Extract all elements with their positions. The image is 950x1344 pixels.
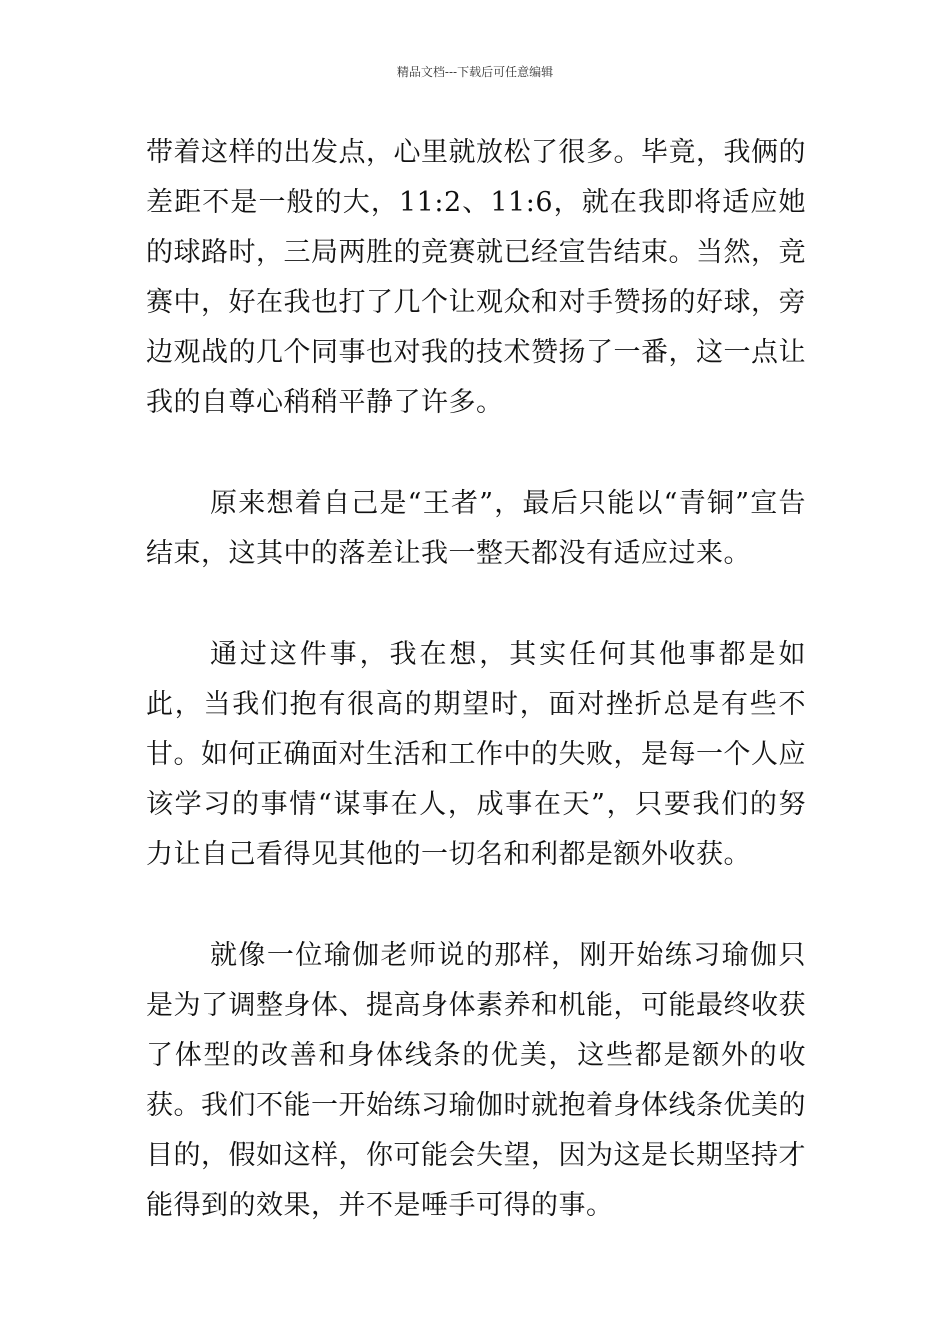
paragraph-3: 通过这件事，我在想，其实任何其他事都是如此，当我们抱有很高的期望时，面对挫折总是有些不甘。如何正确面对生活和工作中的失败，是每一个人应该学习的事情“谋事在人，成事在天”，只要我们的努力让自己看得见其他的一切名和利都是额外收获。 <box>146 639 806 870</box>
paragraph-1: 带着这样的出发点，心里就放松了很多。毕竟，我俩的差距不是一般的大，11:2、11:6，就在我即将适应她的球路时，三局两胜的竞赛就已经宣告结束。当然，竞赛中，好在我也打了几个让观众和对手赞扬的好球，旁边观战的几个同事也对我的技术赞扬了一番，这一点让我的自尊心稍稍平静了许多。 <box>146 137 806 418</box>
paragraph-4: 就像一位瑜伽老师说的那样，刚开始练习瑜伽只是为了调整身体、提高身体素养和机能，可能最终收获了体型的改善和身体线条的优美，这些都是额外的收获。我们不能一开始练习瑜伽时就抱着身体线条优美的目的，假如这样，你可能会失望，因为这是长期坚持才能得到的效果，并不是唾手可得的事。 <box>146 940 806 1221</box>
paragraph-2: 原来想着自己是“王者”，最后只能以“青铜”宣告结束，这其中的落差让我一整天都没有适应过来。 <box>146 488 806 569</box>
document-body <box>146 128 806 1231</box>
page-header: 精品文档---下载后可任意编辑 <box>396 65 554 79</box>
